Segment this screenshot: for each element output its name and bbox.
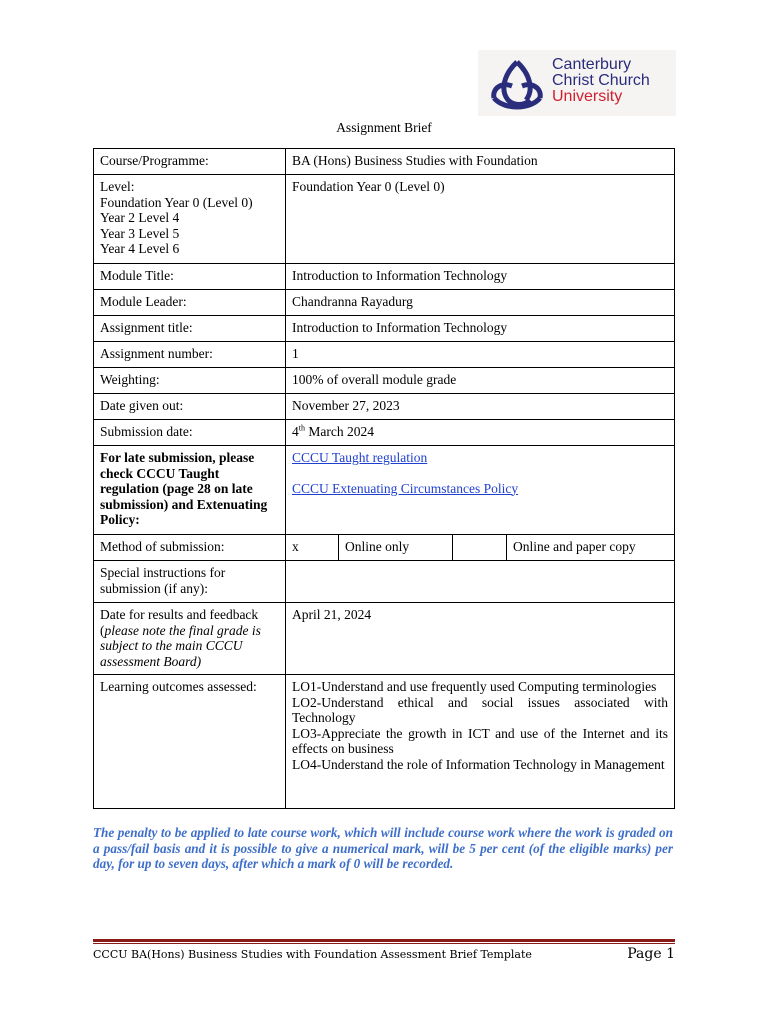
table-row	[94, 675, 675, 809]
results-label-main: Date for results and feedback (	[100, 607, 259, 638]
submission-day-suffix: th	[298, 423, 305, 433]
level-label: Level:	[100, 179, 135, 194]
online-only-option: Online only	[339, 535, 453, 560]
submission-month-year: March 2024	[304, 424, 374, 439]
logo-line-3: University	[552, 88, 623, 105]
special-instructions-label: Special instructions for submission (if any):	[94, 561, 286, 603]
table-row	[94, 290, 675, 316]
learning-outcome: LO2-Understand ethical and social issues associated with Technology	[292, 694, 668, 725]
late-submission-label: For late submission, please check CCCU Taught regulation (page 28 on late submission) and Extenuating Policy:	[94, 446, 286, 535]
method-label: Method of submission:	[94, 535, 286, 561]
table-row	[94, 446, 675, 535]
learning-outcomes-label: Learning outcomes assessed:	[94, 675, 286, 809]
table-row	[94, 264, 675, 290]
document-title: Assignment Brief	[336, 120, 432, 135]
late-submission-links	[286, 446, 675, 535]
late-penalty-notice: The penalty to be applied to late course work, which will include course work where the work is graded on a pass/fail basis and it is possible to give a numerical mark, will be 5 per cent (of the eligible marks) per day, for up to seven days, after which a mark of 0 will be recorded.	[93, 825, 673, 871]
online-only-mark[interactable]: x	[286, 535, 339, 560]
assignment-number-label: Assignment number:	[94, 342, 286, 368]
assignment-title-value: Introduction to Information Technology	[286, 316, 675, 342]
weighting-label: Weighting:	[94, 368, 286, 394]
table-row	[94, 175, 675, 264]
method-options-cell	[286, 535, 675, 561]
university-logo	[478, 50, 676, 116]
logo-line-1: Canterbury	[552, 56, 632, 73]
logo-text	[552, 57, 650, 105]
learning-outcome: LO3-Appreciate the growth in ICT and use of the Internet and its effects on business	[292, 725, 668, 756]
results-label-note: please note the final grade is subject to the main CCCU assessment Board)	[100, 622, 261, 669]
results-date-label	[94, 603, 286, 675]
module-title-value: Introduction to Information Technology	[286, 264, 675, 290]
learning-outcome: LO4-Understand the role of Information Technology in Management	[292, 756, 665, 772]
assignment-title-label: Assignment title:	[94, 316, 286, 342]
page-number: Page 1	[627, 946, 675, 962]
weighting-value: 100% of overall module grade	[286, 368, 675, 394]
date-given-label: Date given out:	[94, 394, 286, 420]
special-instructions-value	[286, 561, 675, 603]
module-leader-label: Module Leader:	[94, 290, 286, 316]
level-line: Foundation Year 0 (Level 0)	[100, 194, 253, 210]
module-title-label: Module Title:	[94, 264, 286, 290]
footer-rule	[93, 939, 675, 942]
level-label-cell	[94, 175, 286, 264]
module-leader-value: Chandranna Rayadurg	[286, 290, 675, 316]
submission-date-label: Submission date:	[94, 420, 286, 446]
course-label: Course/Programme:	[94, 149, 286, 175]
course-value: BA (Hons) Business Studies with Foundation	[286, 149, 675, 175]
learning-outcomes-list	[286, 675, 675, 809]
table-row	[94, 394, 675, 420]
table-row	[94, 316, 675, 342]
logo-line-2: Christ Church	[552, 72, 650, 89]
taught-regulation-link[interactable]: CCCU Taught regulation	[292, 450, 428, 465]
level-line: Year 2 Level 4	[100, 210, 180, 225]
table-row	[94, 420, 675, 446]
footer-template-name: CCCU BA(Hons) Business Studies with Foundation Assessment Brief Template	[93, 948, 532, 961]
level-line: Year 4 Level 6	[100, 241, 180, 256]
extenuating-policy-link[interactable]: CCCU Extenuating Circumstances Policy	[292, 480, 519, 496]
learning-outcome: LO1-Understand and use frequently used Computing terminologies	[292, 679, 657, 694]
table-row	[94, 535, 675, 561]
submission-day: 4	[292, 424, 299, 439]
online-paper-mark[interactable]	[453, 535, 507, 560]
assignment-number-value: 1	[286, 342, 675, 368]
online-paper-option: Online and paper copy	[513, 539, 636, 554]
level-value: Foundation Year 0 (Level 0)	[286, 175, 675, 264]
table-row	[94, 368, 675, 394]
date-given-value: November 27, 2023	[286, 394, 675, 420]
assignment-brief-table	[93, 148, 675, 809]
table-row	[94, 603, 675, 675]
results-date-value: April 21, 2024	[286, 603, 675, 675]
footer-rule-thin	[93, 943, 675, 944]
table-row	[94, 561, 675, 603]
table-row	[94, 342, 675, 368]
trinity-knot-icon	[486, 56, 548, 112]
table-row	[94, 149, 675, 175]
level-line: Year 3 Level 5	[100, 225, 180, 241]
submission-date-value	[286, 420, 675, 446]
